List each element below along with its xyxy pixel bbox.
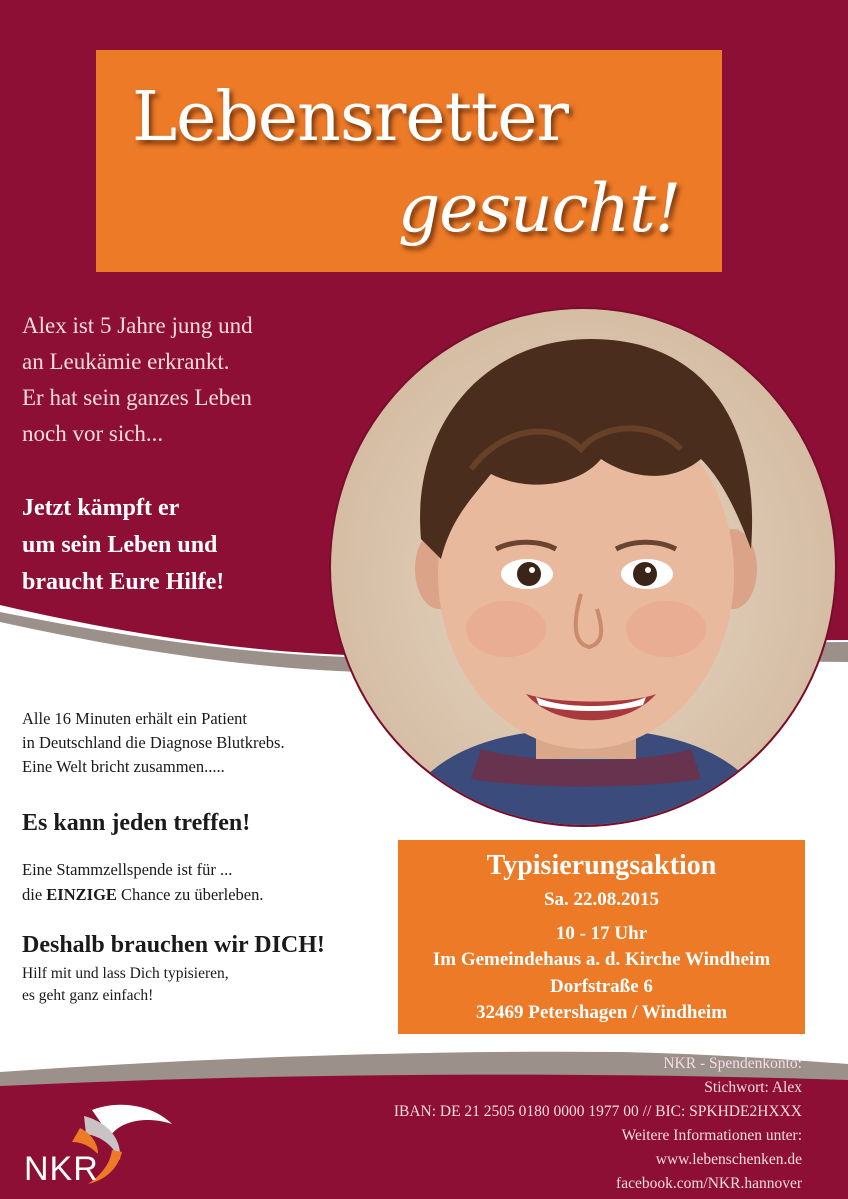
event-city: 32469 Petershagen / Windheim [475,1002,728,1023]
chance-post: Chance zu überleben. [116,885,264,904]
facts-text [22,707,285,779]
event-info-box [398,840,805,1034]
intro-line: an Leukämie erkrankt. [22,349,230,374]
footer-line: Weitere Informationen unter: [621,1127,802,1144]
strike-heading: Es kann jeden treffen! [22,810,251,836]
chance-pre: die [22,885,47,904]
headline-line-1: Lebensretter [132,78,569,157]
event-title: Typisierungsaktion [486,850,717,881]
event-venue: Im Gemeindehaus a. d. Kirche Windheim [432,949,771,970]
chance-emphasis: EINZIGE [46,885,117,904]
facts-line: Eine Welt bricht zusammen..... [22,757,225,776]
intro-line: noch vor sich... [22,421,164,446]
intro-line: Er hat sein ganzes Leben [22,385,252,410]
helper-line: Hilf mit und lass Dich typisieren, [22,965,229,982]
headline-line-2: gesucht! [398,170,681,247]
helper-line: es geht ganz einfach! [22,987,154,1004]
footer-line: Stichwort: Alex [704,1079,802,1096]
facts-line: Alle 16 Minuten erhält ein Patient [22,709,247,728]
fight-line: braucht Eure Hilfe! [22,569,225,595]
footer-line: NKR - Spendenkonto: [663,1055,802,1072]
nkr-logo-text: NKR [24,1150,99,1188]
chance-text [22,857,264,907]
footer-bank-line: IBAN: DE 21 2505 0180 0000 1977 00 // BIC: SPKHDE2HXXX [393,1103,802,1120]
chance-line-1: Eine Stammzellspende ist für ... [22,860,233,879]
facebook-link[interactable]: facebook.com/NKR.hannover [616,1175,802,1192]
intro-text [22,308,352,452]
chance-line-2 [22,882,264,907]
footer-info [242,1052,802,1196]
intro-line: Alex ist 5 Jahre jung und [22,313,253,338]
fight-line: Jetzt kämpft er [22,495,180,521]
facts-line: in Deutschland die Diagnose Blutkrebs. [22,733,285,752]
helper-text [22,963,229,1007]
fight-text [22,490,352,601]
need-heading: Deshalb brauchen wir DICH! [22,932,325,958]
event-time: 10 - 17 Uhr [555,923,648,944]
website-link[interactable]: www.lebenschenken.de [655,1151,802,1168]
child-portrait-icon [329,307,837,827]
event-date: Sa. 22.08.2015 [543,889,660,910]
fight-line: um sein Leben und [22,532,218,558]
event-street: Dorfstraße 6 [550,976,653,997]
